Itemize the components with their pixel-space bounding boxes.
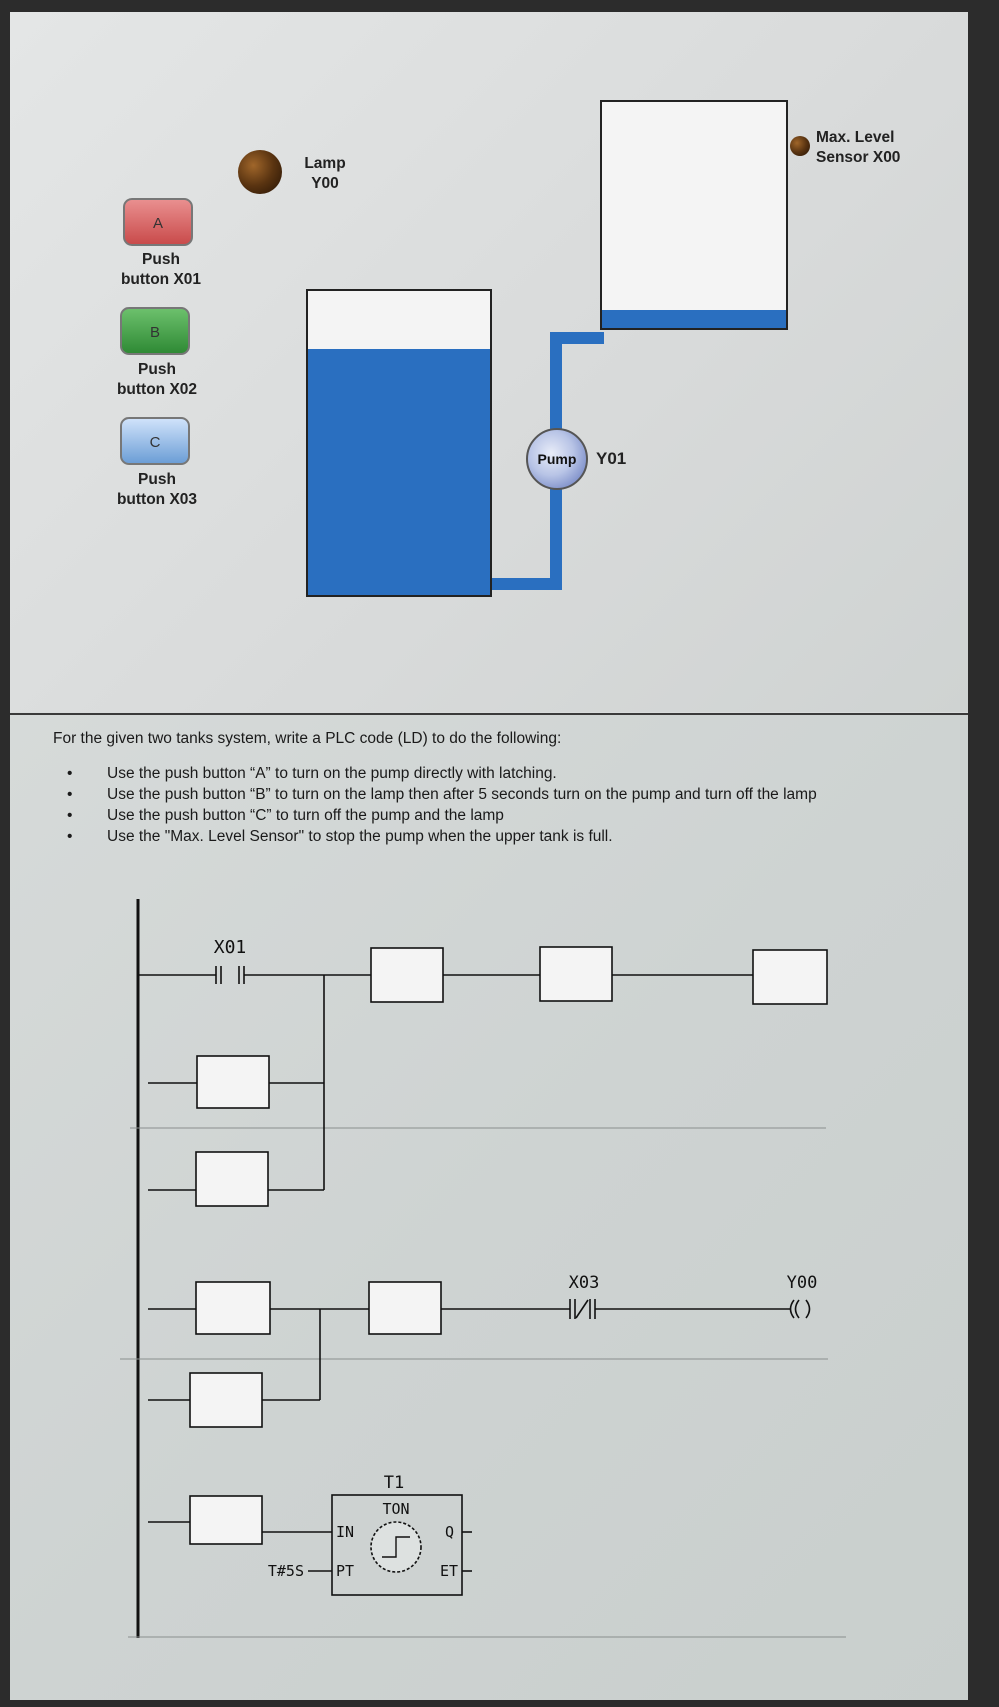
contact-label-x03: X03 bbox=[568, 1273, 600, 1293]
push-button-a[interactable]: A bbox=[123, 198, 193, 246]
empty-box-r2-b1 bbox=[190, 1373, 262, 1427]
contact-label-x01: X01 bbox=[213, 937, 247, 958]
lamp-indicator-icon bbox=[238, 150, 282, 194]
empty-box-r1-2 bbox=[540, 947, 612, 1001]
push-button-c[interactable]: C bbox=[120, 417, 190, 465]
lamp-label-line1: Lamp bbox=[304, 155, 346, 172]
timer-et-label: ET bbox=[439, 1562, 458, 1580]
lower-tank bbox=[306, 289, 492, 597]
sensor-label-line1: Max. Level bbox=[816, 129, 895, 146]
pipe-top bbox=[550, 332, 604, 344]
timer-in-label: IN bbox=[336, 1523, 355, 1541]
empty-box-r3-1 bbox=[190, 1496, 262, 1544]
lamp-label-line2: Y00 bbox=[311, 175, 339, 192]
lower-tank-water bbox=[308, 349, 490, 595]
push-button-c-label-line2: button X03 bbox=[116, 491, 198, 508]
push-button-a-label-line2: button X01 bbox=[120, 271, 202, 288]
level-sensor-icon bbox=[790, 136, 810, 156]
push-button-c-label bbox=[102, 470, 212, 510]
push-button-c-label-line1: Push bbox=[138, 471, 176, 488]
timer-name: T1 bbox=[383, 1473, 405, 1493]
sensor-label-line2: Sensor X00 bbox=[816, 149, 901, 166]
push-button-b-label bbox=[102, 360, 212, 400]
push-button-a-label bbox=[106, 250, 216, 290]
push-button-b-label-line1: Push bbox=[138, 361, 176, 378]
task-item: • Use the "Max. Level Sensor" to stop the pump when the upper tank is full. bbox=[53, 826, 953, 847]
task-intro: For the given two tanks system, write a PLC code (LD) to do the following: bbox=[53, 730, 562, 747]
task-item: • Use the push button “C” to turn off the pump and the lamp bbox=[53, 805, 953, 826]
worksheet-task-panel bbox=[10, 715, 968, 1700]
sensor-label bbox=[816, 128, 926, 168]
empty-box-r1-b1 bbox=[197, 1056, 269, 1108]
timer-pt-label: PT bbox=[336, 1562, 355, 1580]
pump-tag: Y01 bbox=[596, 449, 627, 468]
push-button-b-label-line2: button X02 bbox=[116, 381, 198, 398]
coil-label-y00: Y00 bbox=[786, 1273, 818, 1293]
push-button-a-label-line1: Push bbox=[142, 251, 180, 268]
pump-icon: Pump bbox=[526, 428, 588, 490]
lamp-label bbox=[290, 154, 360, 194]
task-item: • Use the push button “A” to turn on the pump directly with latching. bbox=[53, 763, 953, 784]
empty-box-r2-1 bbox=[196, 1282, 270, 1334]
empty-box-r1-b2 bbox=[196, 1152, 268, 1206]
upper-tank-water bbox=[602, 310, 786, 328]
ladder-diagram bbox=[10, 715, 968, 1700]
upper-tank bbox=[600, 100, 788, 330]
empty-box-r2-2 bbox=[369, 1282, 441, 1334]
push-button-b[interactable]: B bbox=[120, 307, 190, 355]
timer-q-label: Q bbox=[444, 1523, 454, 1541]
tank-system-panel bbox=[10, 12, 968, 712]
empty-box-r1-1 bbox=[371, 948, 443, 1002]
timer-type: TON bbox=[382, 1500, 410, 1518]
worksheet bbox=[10, 12, 968, 1700]
timer-preset: T#5S bbox=[267, 1562, 304, 1580]
empty-box-r1-3 bbox=[753, 950, 827, 1004]
task-item: • Use the push button “B” to turn on the lamp then after 5 seconds turn on the pump and turn off the lamp bbox=[53, 784, 953, 805]
